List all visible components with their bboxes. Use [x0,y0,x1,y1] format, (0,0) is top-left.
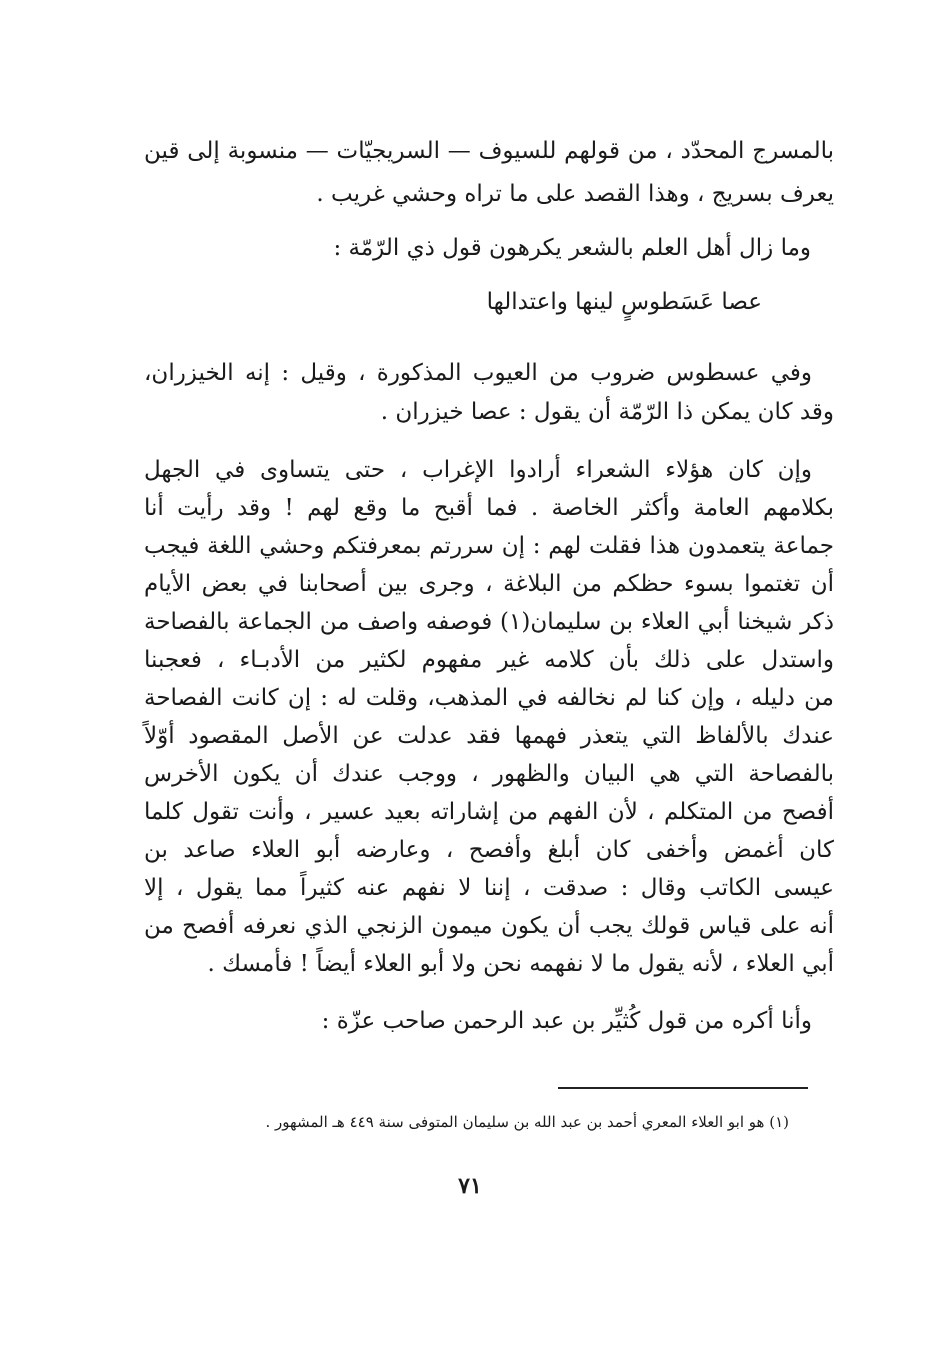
text-line: أبي العلاء ، لأنه يقول ما لا نفهمه نحن ولا أبو العلاء أيضاً ! فأمسك . [207,951,834,977]
text-line: بالمسرج المحدّد ، من قولهم للسيوف — السريجيّات — منسوبة إلى قين [144,138,834,164]
page-number: ٧١ [458,1173,482,1199]
footnote-separator [558,1087,808,1089]
text-line: واستدل على ذلك بأن كلامه غير مفهوم لكثير من الأدبـاء ، فعجبنا [144,647,834,673]
text-line: عندك بالألفاظ التي يتعذر فهمها فقد عدلت عن الأصل المقصود أوّلاً [144,723,834,749]
text-line: جماعة يتعمدون هذا فقلت لهم : إن سررتم بمعرفتكم وحشي اللغة فيجب [144,533,834,559]
text-line: من دليله ، وإن كنا لم نخالفه في المذهب، وقلت له : إن كانت الفصاحة [144,685,834,711]
text-line: أن تغتموا بسوء حظكم من البلاغة ، وجرى بين أصحابنا في بعض الأيام [144,571,834,597]
verse-line: عصا عَسَطوسٍ لينها واعتدالها [486,289,762,315]
text-line: بالفصاحة التي هي البيان والظهور ، ووجب عندك أن يكون الأخرس [144,761,834,787]
text-line: وما زال أهل العلم بالشعر يكرهون قول ذي الرّمّة : [333,235,811,261]
text-line: أفصح من المتكلم ، لأن الفهم من إشاراته بعيد عسير ، وأنت تقول كلما [144,799,834,825]
text-line: وأنا أكره من قول كُثيِّر بن عبد الرحمن صاحب عزّة : [321,1008,812,1034]
text-line: كان أغمض وأخفى كان أبلغ وأفصح ، وعارضه أبو العلاء صاعد بن [144,837,834,863]
text-line: بكلامهم العامة وأكثر الخاصة . فما أقبح ما وقع لهم ! وقد رأيت أنا [144,495,834,521]
text-line: وقد كان يمكن ذا الرّمّة أن يقول : عصا خيزران . [380,399,834,425]
text-line: يعرف بسريج ، وهذا القصد على ما تراه وحشي غريب . [316,181,834,207]
text-line: أنه على قياس قولك يجب أن يكون ميمون الزنجي الذي نعرفه أفصح من [144,913,834,939]
footnote: (١) هو ابو العلاء المعري أحمد بن عبد الله بن سليمان المتوفى سنة ٤٤٩ هـ المشهور . [265,1113,789,1131]
text-line: ذكر شيخنا أبي العلاء بن سليمان(١) فوصفه واصف من الجماعة بالفصاحة [144,609,834,635]
text-line: عيسى الكاتب وقال : صدقت ، إننا لا نفهم عنه كثيراً مما يقول ، إلا [144,875,834,901]
text-line: وفي عسطوس ضروب من العيوب المذكورة ، وقيل : إنه الخيزران، [144,360,812,386]
text-line: وإن كان هؤلاء الشعراء أرادوا الإغراب ، حتى يتساوى في الجهل [144,457,812,483]
